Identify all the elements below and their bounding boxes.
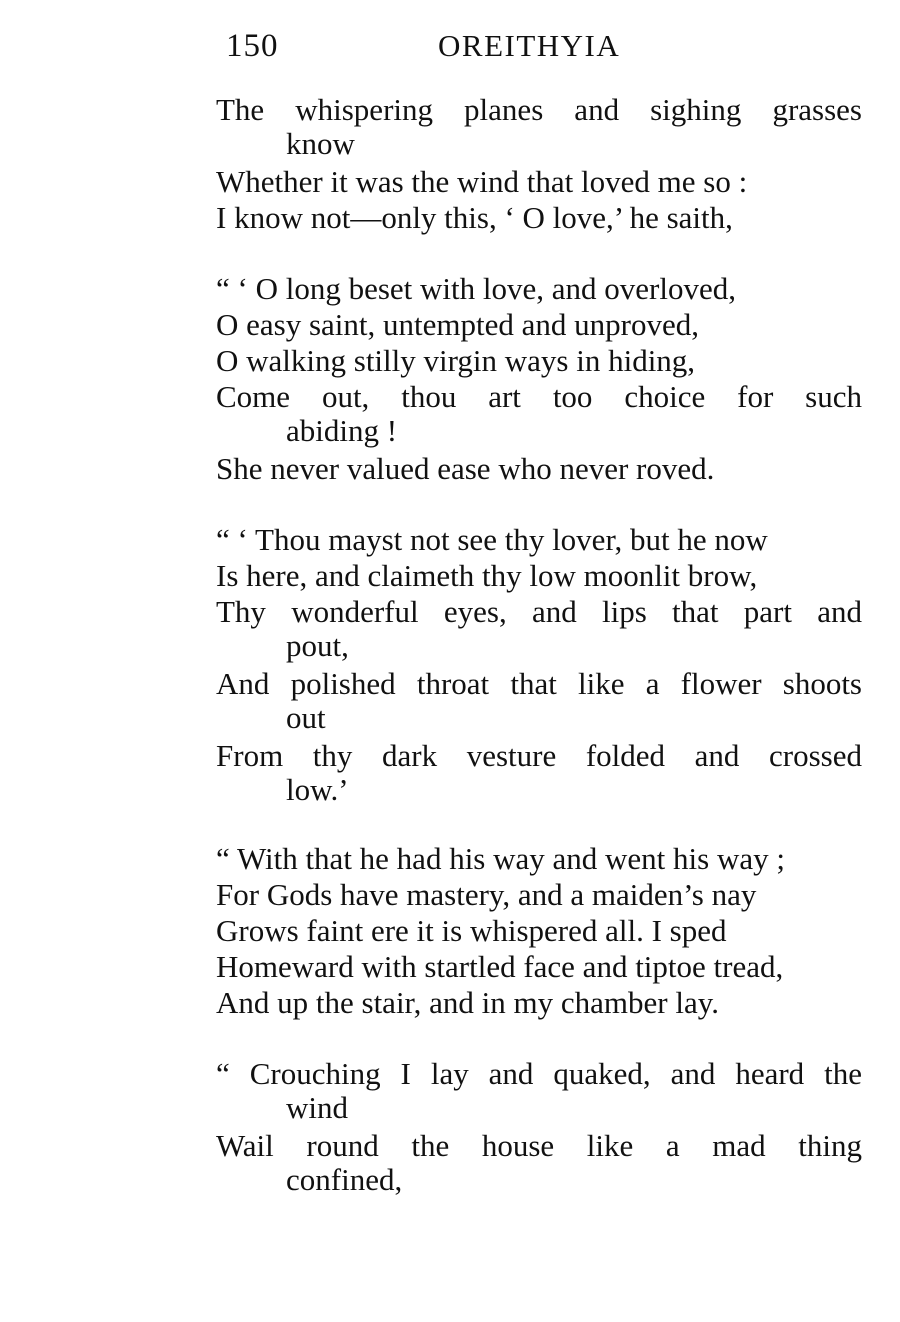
stanza: [216, 92, 862, 236]
verse-line-turnover: know: [286, 126, 355, 161]
verse-line: Thy wonderful eyes, and lips that part and: [216, 594, 862, 629]
verse-line-turnover: low.’: [286, 772, 349, 807]
running-head: [226, 28, 866, 72]
verse-line: And polished throat that like a flower shoots: [216, 666, 862, 701]
verse-line: O easy saint, untempted and unproved,: [216, 307, 699, 342]
stanza: [216, 841, 862, 1021]
verse-line-turnover: pout,: [286, 628, 349, 663]
verse-line: Come out, thou art too choice for such: [216, 379, 862, 414]
stanza: [216, 1056, 862, 1196]
verse-line-turnover: wind: [286, 1090, 348, 1125]
verse-line: “ ‘ Thou mayst not see thy lover, but he now: [216, 522, 768, 557]
verse-line-turnover: out: [286, 700, 326, 735]
verse-line: Grows faint ere it is whispered all. I sped: [216, 913, 727, 948]
verse-line-turnover: abiding !: [286, 413, 398, 448]
page-number: 150: [226, 28, 279, 64]
verse-line: Whether it was the wind that loved me so :: [216, 164, 748, 199]
verse-line: The whispering planes and sighing grasses: [216, 92, 862, 127]
verse-line: O walking stilly virgin ways in hiding,: [216, 343, 696, 378]
verse-line: “ ‘ O long beset with love, and overloved,: [216, 271, 736, 306]
verse-line: From thy dark vesture folded and crossed: [216, 738, 862, 773]
verse-line: Homeward with startled face and tiptoe tread,: [216, 949, 784, 984]
stanza: [216, 522, 862, 806]
verse-line: Is here, and claimeth thy low moonlit brow,: [216, 558, 758, 593]
stanza: [216, 271, 862, 487]
verse-line: “ With that he had his way and went his way ;: [216, 841, 785, 876]
verse-line: And up the stair, and in my chamber lay.: [216, 985, 719, 1020]
verse-line-turnover: confined,: [286, 1162, 403, 1197]
poem-text: [216, 92, 862, 1231]
running-title: OREITHYIA: [438, 28, 621, 63]
verse-line: “ Crouching I lay and quaked, and heard the: [216, 1056, 862, 1091]
verse-line: Wail round the house like a mad thing: [216, 1128, 862, 1163]
verse-line: She never valued ease who never roved.: [216, 451, 715, 486]
verse-line: I know not—only this, ‘ O love,’ he saith,: [216, 200, 733, 235]
verse-line: For Gods have mastery, and a maiden’s nay: [216, 877, 757, 912]
